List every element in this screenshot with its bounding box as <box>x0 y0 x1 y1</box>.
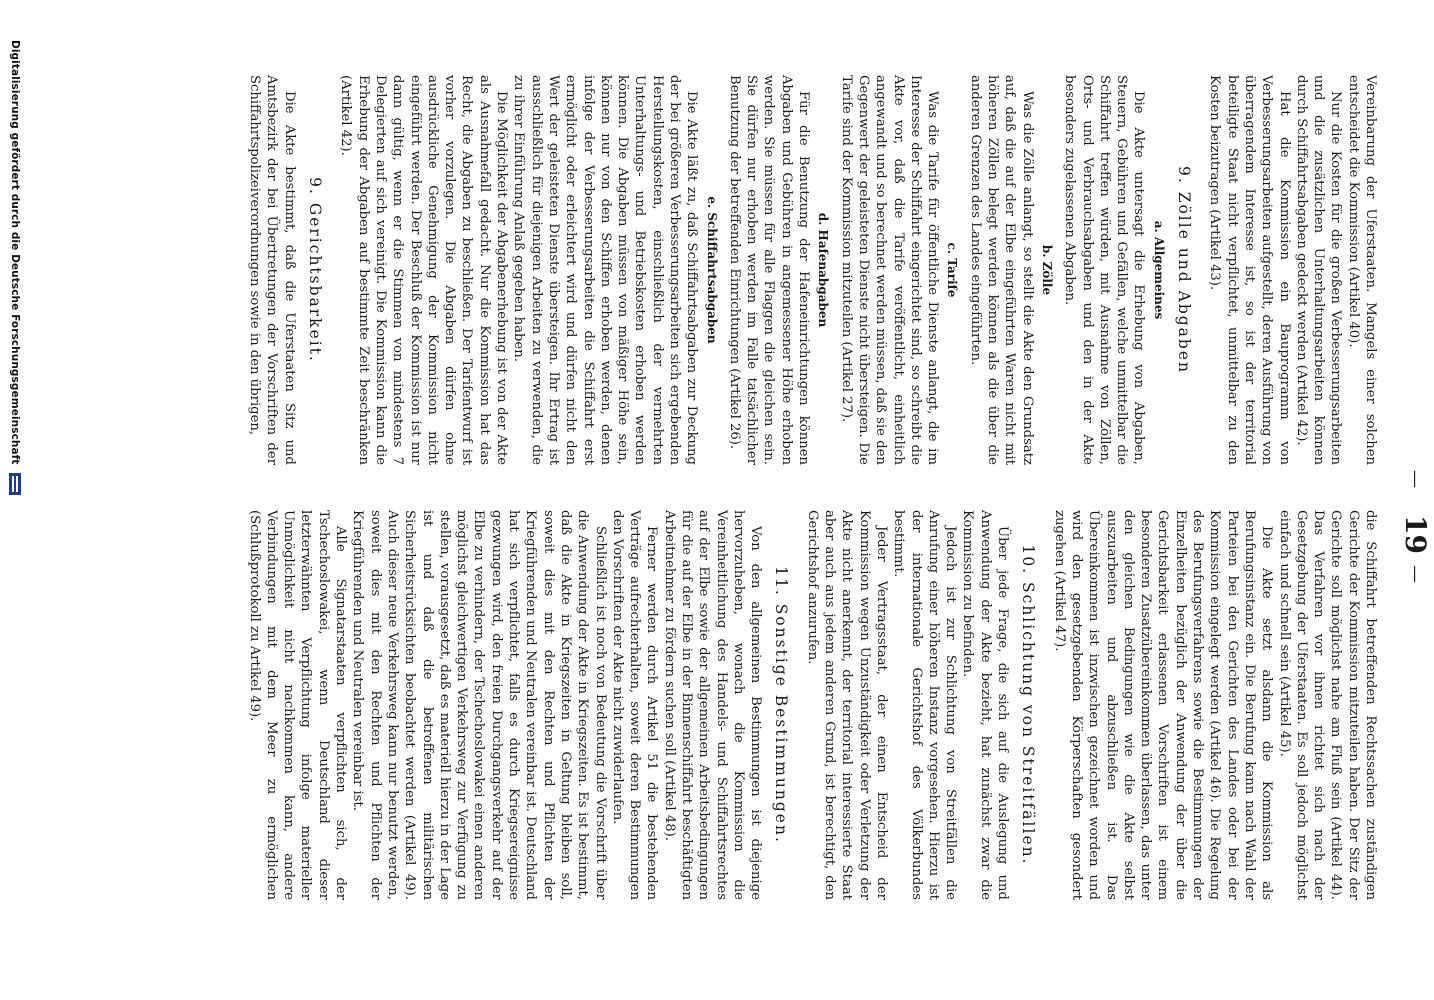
header-dash-left: — <box>1405 470 1426 488</box>
digitization-footer <box>3 40 21 1000</box>
paragraph: Für die Benutzung der Hafeneinrichtungen können Abgaben und Gebühren in angemessener Höhe erhoben werden. Sie müssen für alle Flaggen die gleichen sein. Sie dürfen nur erhoben werden im Falle tatsächlicher Benutzung der betreffenden Einrichtungen (Artikel 26). <box>726 75 812 465</box>
paragraph: Die Akte setzt alsdann die Kommission als Berufungsinstanz ein. Die Berufung kann nach Wahl der Parteien bei den Gerichten des Landes oder bei der Kommission eingelegt werden (Artikel 46). Die Regelung des Berufungsverfahrens sowie die Bestimmungen der Einzelheiten bezüglich der Anwendung der über die Gerichtsbarkeit erlassenen Vorschriften ist einem besonderen Zusatzübereinkommen überlassen, das unter den gleichen Bedingungen wie die Akte selbst auszuarbeiten und abzuschließen ist. Das Übereinkommen ist inzwischen gezeichnet worden und wird den gesetzgebenden Körperschaften gesondert zugehen (Artikel 47). <box>1051 510 1275 900</box>
paragraph: Ferner werden durch Artikel 51 die bestehenden Verträge aufrechterhalten, soweit deren Bestimmungen den Vorschriften der Akte nicht zuwiderlaufen. <box>609 510 660 900</box>
paragraph: Die Akte untersagt die Erhebung von Abgaben, Steuern, Gebühren und Gefällen, welche unmittelbar die Schiffahrt treffen würden, mit Ausnahme von Zöllen, Orts- und Verbrauchsabgaben und den in der Akte besonders zugelassenen Abgaben. <box>1062 75 1147 465</box>
subsection-heading-tarife: c. Tarife <box>945 242 960 298</box>
paragraph: Die Akte läßt zu, daß Schiffahrtsabgaben zur Deckung der bei größeren Verbesserungsarbeiten sich ergebenden Herstellungskosten, einschließlich der vermehrten Unterhaltungs- und Betriebskosten erhoben werden können. Die Abgaben müssen von mäßiger Höhe sein, können nur von den Schiffen erhoben werden, denen infolge der Verbesserungsarbeiten die Schiffahrt erst ermöglicht oder erleichtert wird und dürfen nicht den Wert der geleisteten Dienste übersteigen. Ihr Ertrag ist ausschließlich für diejenigen Arbeiten zu verwenden, die zu ihrer Einführung Anlaß gegeben haben. <box>511 75 700 465</box>
paragraph: Nur die Kosten für die großen Verbesserungsarbeiten und die zusätzlichen Unterhaltungsarbeiten können durch Schiffahrtsabgaben gedeckt werden (Artikel 42). <box>1293 75 1344 465</box>
paragraph: die Schiffahrt betreffenden Rechtssachen zuständigen Gerichte der Kommission mitzuteilen haben. Der Sitz der Gerichte soll möglichst nahe am Fluß sein (Artikel 44). Das Verfahren vor ihnen richtet sich nach der Gesetzgebung der Uferstaaten. Es soll jedoch möglichst einfach und schnell sein (Artikel 45). <box>1276 510 1378 900</box>
header-dash-right: — <box>1405 565 1426 583</box>
paragraph: Hat die Kommission ein Bauprogramm von Verbesserungsarbeiten aufgestellt, deren Ausführung von überragendem Interesse ist, so ist der territorial beteiligte Staat nicht verpflichtet, unmittelbar zu den Kosten beizutragen (Artikel 43). <box>1207 75 1292 465</box>
section-heading-sonstige: 11. Sonstige Bestimmungen. <box>772 566 791 844</box>
section-heading-streitfaelle: 10. Schlichtung von Streitfällen. <box>1019 544 1038 866</box>
paragraph: Was die Tarife für öffentliche Dienste anlangt, die im Interesse der Schiffahrt eingerichtet sind, so schreibt die Akte vor, daß die Tarife veröffentlicht, einheitlich angewandt und so berechnet werden müssen, daß sie den Gegenwert der geleisteten Dienste nicht übersteigen. Die Tarife sind der Kommission mitzuteilen (Artikel 27). <box>838 75 941 465</box>
subsection-heading-schiffahrtsabgaben: e. Schiffahrtsabgaben <box>704 196 719 344</box>
paragraph: Was die Zölle anlangt, so stellt die Akte den Grundsatz auf, daß die auf der Elbe eingeführten Waren nicht mit höheren Zöllen belegt werden können als die über die anderen Grenzen des Landes eingeführten. <box>967 75 1035 465</box>
text-column-right <box>245 510 1379 900</box>
paragraph: Schließlich ist noch von Bedeutung die Vorschrift über die Anwendung der Akte in Kriegszeiten. Es ist bestimmt, daß die Akte in Kriegszeiten in Geltung bleiben soll, soweit dies mit den Rechten und Pflichten der Kriegführenden und Neutralen vereinbar ist. Deutschland hat sich verpflichtet, falls es durch Kriegsereignisse gezwungen wird, den freien Durchgangsverkehr auf der Elbe zu verhindern, der Tschechoslowakei einen anderen möglichst gleichwertigen Verkehrsweg zur Verfügung zu stellen, vorausgesetzt, daß es materiell hierzu in der Lage ist und daß die betroffenen militärischen Sicherheitsrücksichten beobachtet werden (Artikel 49). Auch dieser neue Verkehrsweg kann nur benutzt werden, soweit dies mit den Rechten und Pflichten der Kriegführenden und Neutralen vereinbar ist. <box>350 510 608 901</box>
paragraph: Von den allgemeinen Bestimmungen ist diejenige hervorzuheben, wonach die Kommission die Vereinheitlichung des Handels- und Schiffahrtsrechtes auf der Elbe sowie der allgemeinen Arbeitsbedingungen für die auf der Elbe in der Binnenschiffahrt beschäftigten Arbeitnehmer zu fördern suchen soll (Artikel 48). <box>661 510 764 900</box>
subsection-heading-zoelle: b. Zölle <box>1039 244 1054 296</box>
text-column-left <box>246 75 1379 465</box>
page-number: 19 <box>1399 515 1432 554</box>
subsection-heading-allgemeines: a. Allgemeines <box>1151 220 1166 320</box>
footer-credit-text: Digitalisierung gefördert durch die Deutsche Forschungsgemeinschaft <box>9 40 21 465</box>
dfg-logo-icon <box>9 473 21 495</box>
section-heading-gerichtsbarkeit: 9. Gerichtsbarkeit. <box>306 177 325 363</box>
paragraph: Jeder Vertragsstaat, der einen Entscheid der Kommission wegen Unzuständigkeit oder Verletzung der Akte nicht anerkennt, der territorial interessierte Staat aber auch aus jedem anderen Grund, ist berechtigt, den Gerichtshof anzurufen. <box>804 510 889 900</box>
paragraph: Die Möglichkeit der Abgabenerhebung ist von der Akte als Ausnahmefall gedacht. Nur die Kommission hat das Recht, die Abgaben zu beschließen. Der Tarifentwurf ist vorher vorzulegen. Die Abgaben dürfen ohne ausdrückliche Genehmigung der Kommission nicht eingeführt werden. Der Beschluß der Kommission ist nur dann gültig, wenn er die Stimmen von mindestens 7 Delegierten auf sich vereinigt. Die Kommission kann die Erhebung der Abgaben auf bestimmte Zeit beschränken (Artikel 42). <box>338 75 510 465</box>
page-header <box>1394 0 1434 1000</box>
paragraph: Vereinbarung der Uferstaaten. Mangels einer solchen entscheidet die Kommission (Artikel 40). <box>1345 75 1378 465</box>
subsection-heading-hafenabgaben: d. Hafenabgaben <box>816 212 831 328</box>
paragraph: Über jede Frage, die sich auf die Auslegung und Anwendung der Akte bezieht, hat zunächst zwar die Kommission zu befinden. <box>960 510 1011 900</box>
paragraph: Die Akte bestimmt, daß die Uferstaaten Sitz und Amtsbezirk der bei Übertretungen der Vorschriften der Schiffahrtspolizeiverordnungen sowie in den übrigen, <box>247 75 297 465</box>
paragraph: Jedoch ist zur Schlichtung von Streitfällen die Anrufung einer höheren Instanz vorgesehen. Hierzu ist der internationale Gerichtshof des Völkerbundes bestimmt. <box>891 510 959 900</box>
section-heading-zoelle: 9. Zölle und Abgaben <box>1175 165 1194 374</box>
paragraph: Alle Signatarstaaten verpflichten sich, der Tschechoslowakei, wenn Deutschland dieser letzterwähnten Verpflichtung infolge materieller Unmöglichkeit nicht nachkommen kann, andere Verbindungen mit dem Meer zu ermöglichen (Schlußprotokoll zu Artikel 49). <box>246 510 349 900</box>
